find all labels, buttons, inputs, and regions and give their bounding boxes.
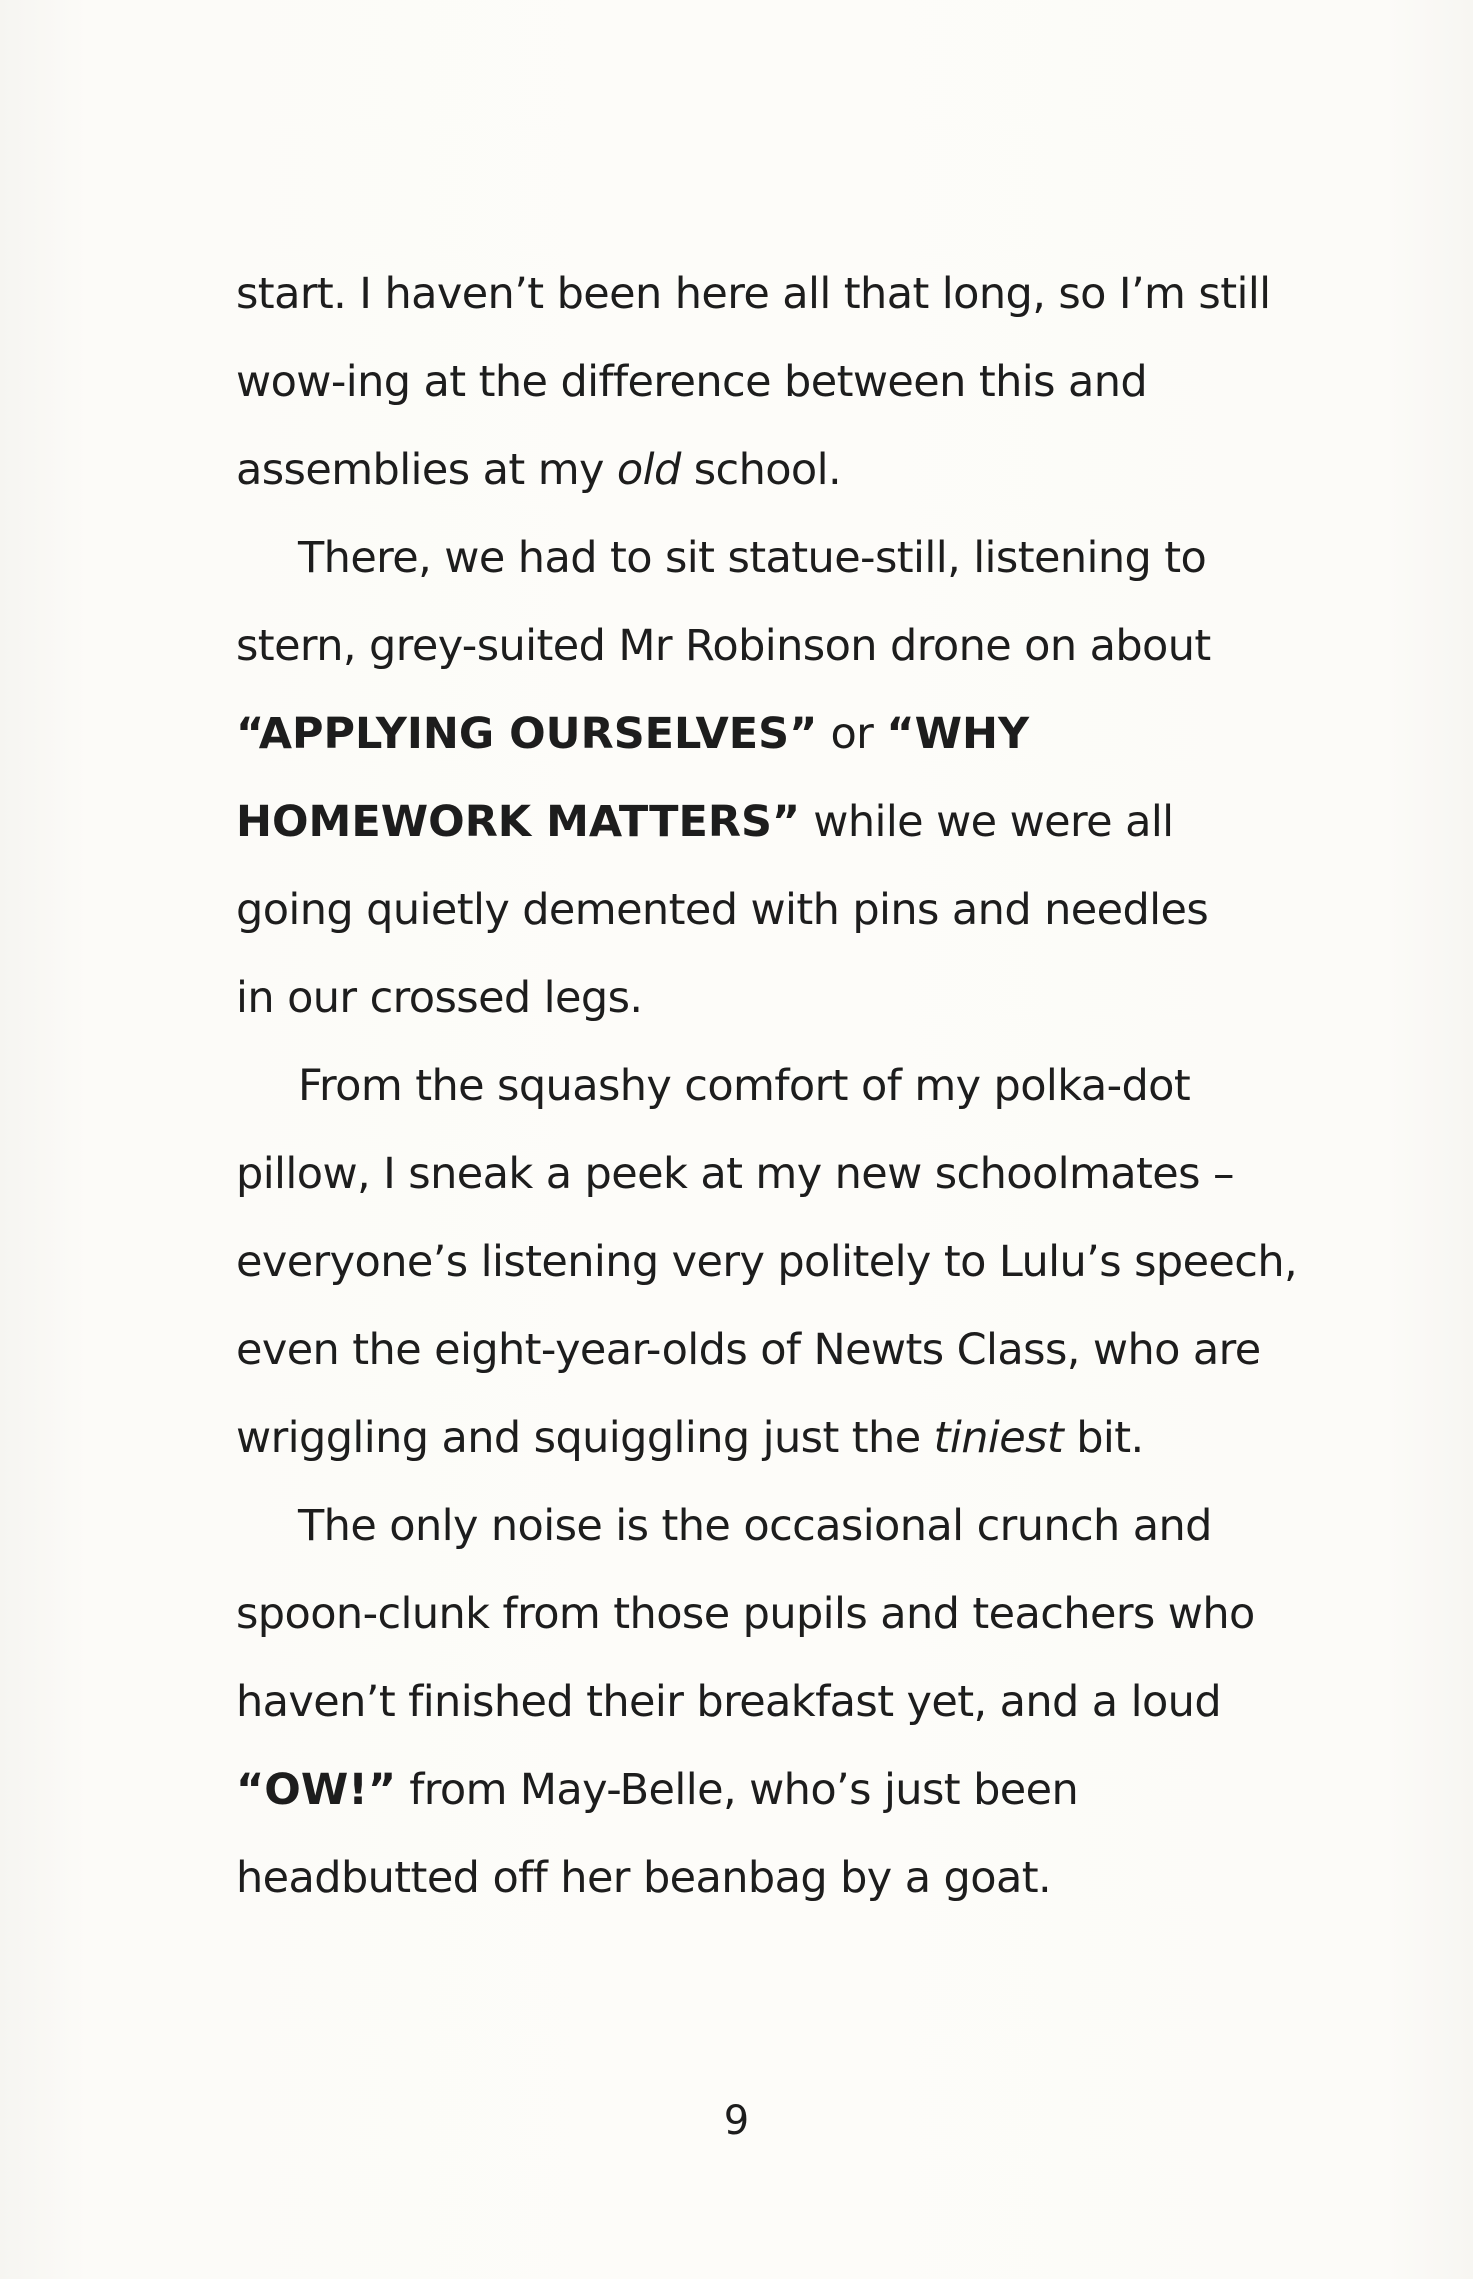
- emphasis-old: old: [616, 445, 681, 495]
- body-text: [236, 250, 1316, 1922]
- paragraph-2-line-5: going quietly demented with pins and needles: [236, 885, 1209, 935]
- paragraph-3-line-5: [236, 1394, 1316, 1482]
- paragraph-1-line-2: wow-ing at the difference between this and: [236, 357, 1148, 407]
- paragraph-2-line-4: [236, 778, 1316, 866]
- paragraph-4-line-1: The only noise is the occasional crunch and: [298, 1501, 1212, 1551]
- paragraph-4-line-5: headbutted off her beanbag by a goat.: [236, 1853, 1052, 1903]
- paragraph-4-line-2: spoon-clunk from those pupils and teachers who: [236, 1589, 1255, 1639]
- paragraph-3-line-2: pillow, I sneak a peek at my new schoolmates –: [236, 1149, 1234, 1199]
- page-number: 9: [723, 2098, 750, 2144]
- emphasis-tiniest: tiniest: [933, 1413, 1064, 1463]
- paragraph-2-line-1: There, we had to sit statue-still, listening to: [298, 533, 1207, 583]
- text-run: assemblies at my: [236, 445, 617, 495]
- caps-applying-ourselves: “APPLYING OURSELVES”: [236, 709, 818, 759]
- caps-why: “WHY: [886, 709, 1030, 759]
- text-run: bit.: [1063, 1413, 1144, 1463]
- paragraph-1-line-1: start. I haven’t been here all that long, so I’m still: [236, 269, 1271, 319]
- caps-homework-matters: HOMEWORK MATTERS”: [236, 797, 801, 847]
- text-run: while we were all: [800, 797, 1174, 847]
- paragraph-3-line-3: everyone’s listening very politely to Lulu’s speech,: [236, 1237, 1298, 1287]
- text-run: or: [817, 709, 887, 759]
- paragraph-4-line-3: haven’t finished their breakfast yet, and a loud: [236, 1677, 1222, 1727]
- paragraph-2-line-6: in our crossed legs.: [236, 973, 643, 1023]
- text-run: wriggling and squiggling just the: [236, 1413, 934, 1463]
- text-run: from May-Belle, who’s just been: [396, 1765, 1079, 1815]
- caps-ow: “OW!”: [236, 1765, 397, 1815]
- paragraph-3-line-4: even the eight-year-olds of Newts Class, who are: [236, 1325, 1261, 1375]
- paragraph-1-line-3: [236, 426, 1316, 514]
- paragraph-4-line-4: [236, 1746, 1316, 1834]
- paragraph-2-line-3: [236, 690, 1316, 778]
- paragraph-3-line-1: From the squashy comfort of my polka-dot: [298, 1061, 1191, 1111]
- text-run: school.: [680, 445, 842, 495]
- paragraph-2-line-2: stern, grey-suited Mr Robinson drone on about: [236, 621, 1211, 671]
